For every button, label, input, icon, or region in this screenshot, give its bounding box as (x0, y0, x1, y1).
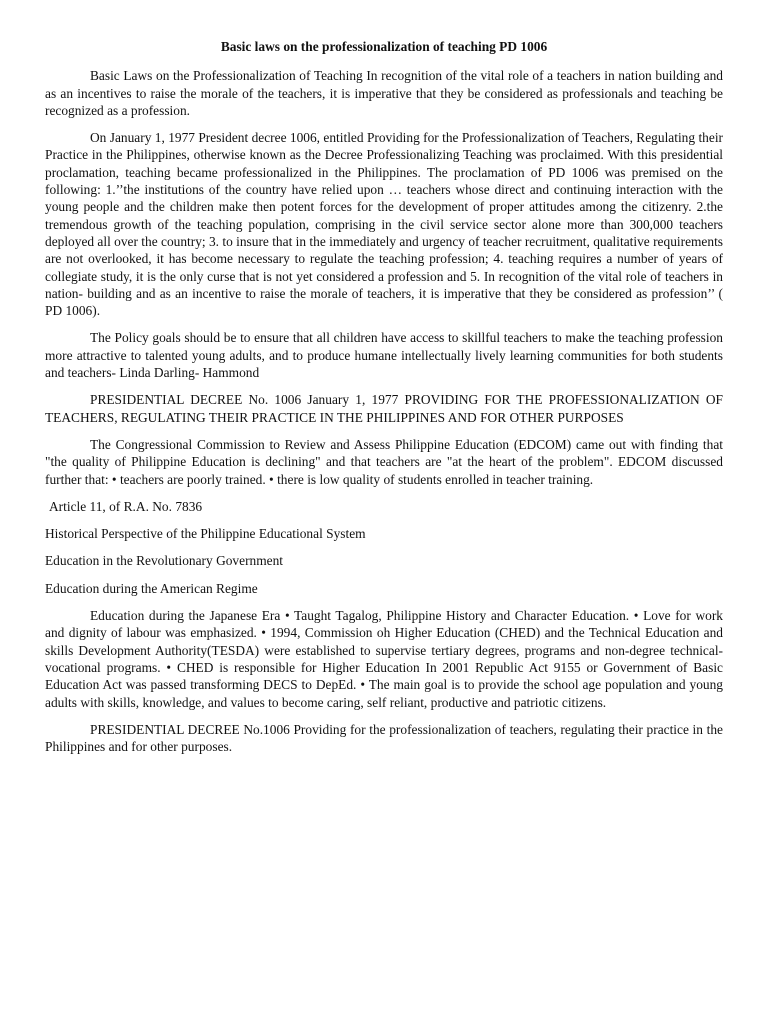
paragraph-decree-heading: PRESIDENTIAL DECREE No. 1006 January 1, 1977 PROVIDING FOR THE PROFESSIONALIZATION OF TEACHERS, REGULATING THEIR PRACTICE IN THE PHILIPPINES AND FOR OTHER PURPOSES (45, 392, 723, 425)
line-revolutionary-government: Education in the Revolutionary Government (45, 553, 283, 569)
document-page (45, 38, 723, 765)
line-american-regime: Education during the American Regime (45, 580, 258, 596)
line-article-11: Article 11, of R.A. No. 7836 (49, 498, 203, 514)
paragraph-decree-closing: PRESIDENTIAL DECREE No.1006 Providing for the professionalization of teachers, regulating their practice in the Philippines and for other purposes. (45, 721, 723, 755)
paragraph-pd1006-history: On January 1, 1977 President decree 1006, entitled Providing for the Professionalization of Teachers, Regulating their Practice in the Philippines, otherwise known as the Decree Professionalizing Teaching was proclaimed. With this presidential proclamation, teaching became professionalized in the Philippines. The proclamation of PD 1006 was premised on the following: 1.’’the institutions of the country have relied upon … teachers whose direct and continuing interaction with the young people and the children make then potent forces for the development of proper attitudes among the citizenry. 2.the tremendous growth of the teaching population, comprising in the civil service sector alone more than 300,000 teachers deployed all over the country; 3. to insure that in the immediately and urgency of teacher recruitment, qualitative requirements are not overlooked, it has become necessary to regulate the teaching profession; 4. teaching requires a number of years of collegiate study, it is the only curse that is not yet considered a profession and 5. In recognition of the vital role of teachers in nation- building and as an incentive to raise the morale of teachers, it is imperative that they be considered as profession’’ ( PD 1006). (45, 130, 723, 319)
paragraph-edcom: The Congressional Commission to Review and Assess Philippine Education (EDCOM) came out with finding that "the quality of Philippine Education is declining" and that teachers are "at the heart of the problem". EDCOM discussed further that: • teachers are poorly trained. • there is low quality of students enrolled in teacher training. (45, 436, 723, 487)
paragraph-japanese-era: Education during the Japanese Era • Taught Tagalog, Philippine History and Character Education. • Love for work and dignity of labour was emphasized. • 1994, Commission oh Higher Education (CHED) and the Technical Education and skills Development Authority(TESDA) were established to supervise tertiary degrees, programs and non-degree technical-vocational programs. • CHED is responsible for Higher Education In 2001 Republic Act 9155 or Government of Basic Education Act was passed transforming DECS to DepEd. • The main goal is to provide the school age population and young adults with skills, knowledge, and values to become caring, self reliant, productive and patriotic citizens. (45, 608, 723, 710)
paragraph-policy-goals: The Policy goals should be to ensure that all children have access to skillful teachers to make the teaching profession more attractive to talented young adults, and to produce humane intellectually lively learning communities for both students and teachers- Linda Darling- Hammond (45, 330, 723, 381)
paragraph-intro: Basic Laws on the Professionalization of Teaching In recognition of the vital role of a teachers in nation building and as an incentives to raise the morale of the teachers, it is imperative that they be considered as professionals and teaching be recognized as a profession. (45, 68, 723, 118)
document-title: Basic laws on the professionalization of teaching PD 1006 (220, 39, 548, 54)
line-historical-perspective: Historical Perspective of the Philippine Educational System (45, 526, 366, 542)
